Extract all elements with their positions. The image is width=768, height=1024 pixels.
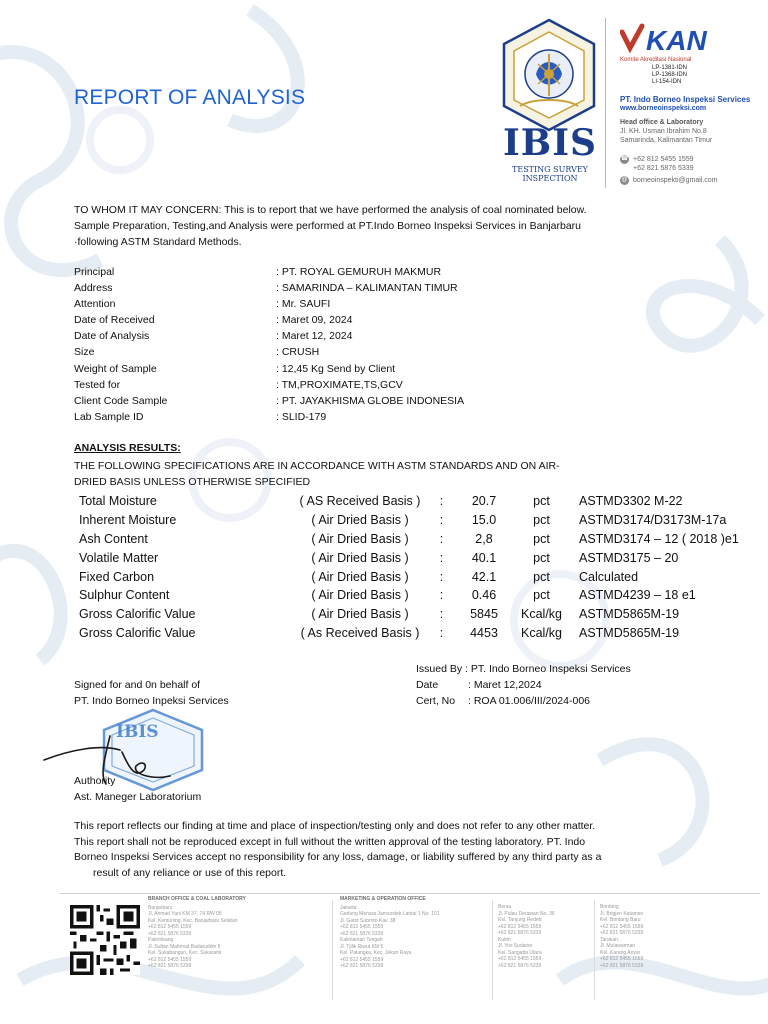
info-row-lab-sample-id: Lab Sample ID : SLID-179 xyxy=(74,410,327,423)
email-icon: @ xyxy=(621,177,628,183)
authority-block xyxy=(74,773,201,805)
qr-code-icon xyxy=(70,905,140,975)
company-phone-1: ☎ +62 812 5455 1559 xyxy=(620,156,694,163)
result-row-inherent-moisture: Inherent Moisture ( Air Dried Basis ) : 15.0 pct ASTMD3174/D3173M-17a xyxy=(79,512,727,527)
info-row-weight: Weight of Sample : 12,45 Kg Send by Client xyxy=(74,362,396,375)
issued-block xyxy=(416,661,631,709)
footer-separator-2 xyxy=(492,900,493,1000)
authority-label: Authority xyxy=(74,775,116,787)
company-email: @ borneoinspekti@gmail.com xyxy=(621,177,718,184)
info-row-size: Size : CRUSH xyxy=(74,346,320,359)
result-row-ash-content: Ash Content ( Air Dried Basis ) : 2,8 pct ASTMD3174 – 12 ( 2018 )e1 xyxy=(79,531,739,546)
result-row-fixed-carbon: Fixed Carbon ( Air Dried Basis ) : 42.1 pct Calculated xyxy=(79,569,639,584)
result-row-gcv-adb: Gross Calorific Value ( Air Dried Basis ) : 5845 Kcal/kg ASTMD5865M-19 xyxy=(79,607,680,622)
company-phone-2: +62 821 5876 5339 xyxy=(633,165,694,172)
signed-on-behalf: Signed for and 0n behalf of PT. Indo Borneo Inpeksi Services xyxy=(74,679,229,707)
analysis-heading: ANALYSIS RESULTS: xyxy=(74,442,181,454)
analysis-note: THE FOLLOWING SPECIFICATIONS ARE IN ACCORDANCE WITH ASTM STANDARDS AND ON AIR- DRIED BASIS UNLESS OTHERWISE SPECIFIED xyxy=(74,460,560,488)
result-row-gcv-arb: Gross Calorific Value ( As Received Basis ) : 4453 Kcal/kg ASTMD5865M-19 xyxy=(79,626,680,641)
footer-divider xyxy=(60,893,760,894)
analysis-results-table xyxy=(74,492,754,643)
report-title: REPORT OF ANALYSIS xyxy=(74,86,306,109)
footer-separator-1 xyxy=(332,900,333,1000)
company-website: www.borneoinspeksi.com xyxy=(620,105,707,112)
ibis-logo-tagline: TESTING SURVEY INSPECTION xyxy=(512,165,588,183)
footer-office-bontang: Bontang Jl. Brigjen Katamso Kel. Bontang Baru +62 812 5455 1559 +62 821 5876 5339 Tarakan Jl. Mulawarman Kel. Karang Anyar +62 812 5455 1559 +62 821 5876 5339 xyxy=(600,904,644,969)
footer-marketing-office: MARKETING & OPERATION OFFICE Jakarta Gedung Menara Jamsostek Lantai 1 No. 101 Jl. Gatot Subroto Kav. 38 +62 812 5455 1559 +62 821 5876 5339 Kalimantan Tengah Jl. Tjilik Riwut KM 5 Kel. Palangka, Kec. Jekan Raya +62 812 5455 1559 +62 821 5876 5339 xyxy=(340,896,440,969)
phone-icon: ☎ xyxy=(620,156,629,162)
ibis-logo-name: IBIS xyxy=(502,122,598,164)
info-row-date-analysis: Date of Analysis : Maret 12, 2024 xyxy=(74,330,353,343)
stamp-label: IBIS xyxy=(116,722,159,742)
footer-office-berau: Berau Jl. Pulau Derawan No. 36 Kel. Tanjung Redeb +62 812 5455 1559 +62 821 5876 5339 Kutim Jl. Yos Sudarso Kel. Sangatta Utara +62 812 5455 1559 +62 821 5876 5339 xyxy=(498,904,555,969)
info-row-address: Address : SAMARINDA – KALIMANTAN TIMUR xyxy=(74,282,458,295)
issued-date: Date : Maret 12,2024 xyxy=(416,679,542,691)
result-row-total-moisture: Total Moisture ( AS Received Basis ) : 20.7 pct ASTMD3302 M-22 xyxy=(79,494,683,508)
disclaimer: This report reflects our finding at time and place of inspection/testing only and does not refer to any other matter. This report shall not be reproduced except in full without the written approval of the testing laboratory. PT. Indo Borneo Inspeksi Services accept no responsibility for any loss, damage, or liability suffered by any third party as a result of any reliance or use of this report. xyxy=(74,820,602,879)
kan-subtitle: Komite Akreditasi Nasional xyxy=(620,57,692,63)
svg-text:KAN: KAN xyxy=(646,25,707,56)
info-row-principal: Principal : PT. ROYAL GEMURUH MAKMUR xyxy=(74,266,442,278)
footer-separator-3 xyxy=(594,900,595,1000)
footer-branch-office: BRANCH OFFICE & COAL LABORATORY Banjarbaru Jl. Ahmad Yani KM 37, 74 RW 05 Kel. Kemuning, Kec. Banjarbaru Selatan +62 812 5455 1559 +62 821 5876 5339 Palembang Jl. Sultan Mahmud Badaruddin II Kel. Sukabangun, Kec. Sukarami +62 812 5455 1559 +62 821 5876 5339 xyxy=(148,896,246,969)
header-divider xyxy=(605,18,606,188)
authority-title: Ast. Maneger Laboratorium xyxy=(74,791,202,803)
company-address: Head office & Laboratory Jl. KH. Usman Ibrahim No.8 Samarinda, Kalimantan Timur xyxy=(620,119,713,144)
info-row-tested-for: Tested for : TM,PROXIMATE,TS,GCV xyxy=(74,378,403,391)
info-row-date-received: Date of Received : Maret 09, 2024 xyxy=(74,314,353,327)
kan-accreditation-codes: LP-1381-IDN LP-1368-IDN LI-154-IDN xyxy=(652,65,688,85)
issued-cert-no: Cert, No : ROA 01.006/III/2024-006 xyxy=(416,695,591,707)
company-name: PT. Indo Borneo Inspeksi Services xyxy=(620,95,751,104)
info-row-attention: Attention : Mr. SAUFI xyxy=(74,298,331,311)
sample-info-table xyxy=(74,264,634,425)
result-row-volatile-matter: Volatile Matter ( Air Dried Basis ) : 40.1 pct ASTMD3175 – 20 xyxy=(79,550,679,565)
intro-paragraph: TO WHOM IT MAY CONCERN: This is to report that we have performed the analysis of coal nominated below. Sample Preparation, Testing,and Analysis were performed at PT.Indo Borneo Inspeksi Services in Banjarbaru ·following ASTM Standard Methods. xyxy=(74,204,587,248)
kan-logo xyxy=(620,22,750,58)
info-row-client-code: Client Code Sample : PT. JAYAKHISMA GLOBE INDONESIA xyxy=(74,394,465,407)
issued-by: Issued By : PT. Indo Borneo Inspeksi Services xyxy=(416,663,631,675)
result-row-sulphur-content: Sulphur Content ( Air Dried Basis ) : 0.46 pct ASTMD4239 – 18 e1 xyxy=(79,588,696,603)
